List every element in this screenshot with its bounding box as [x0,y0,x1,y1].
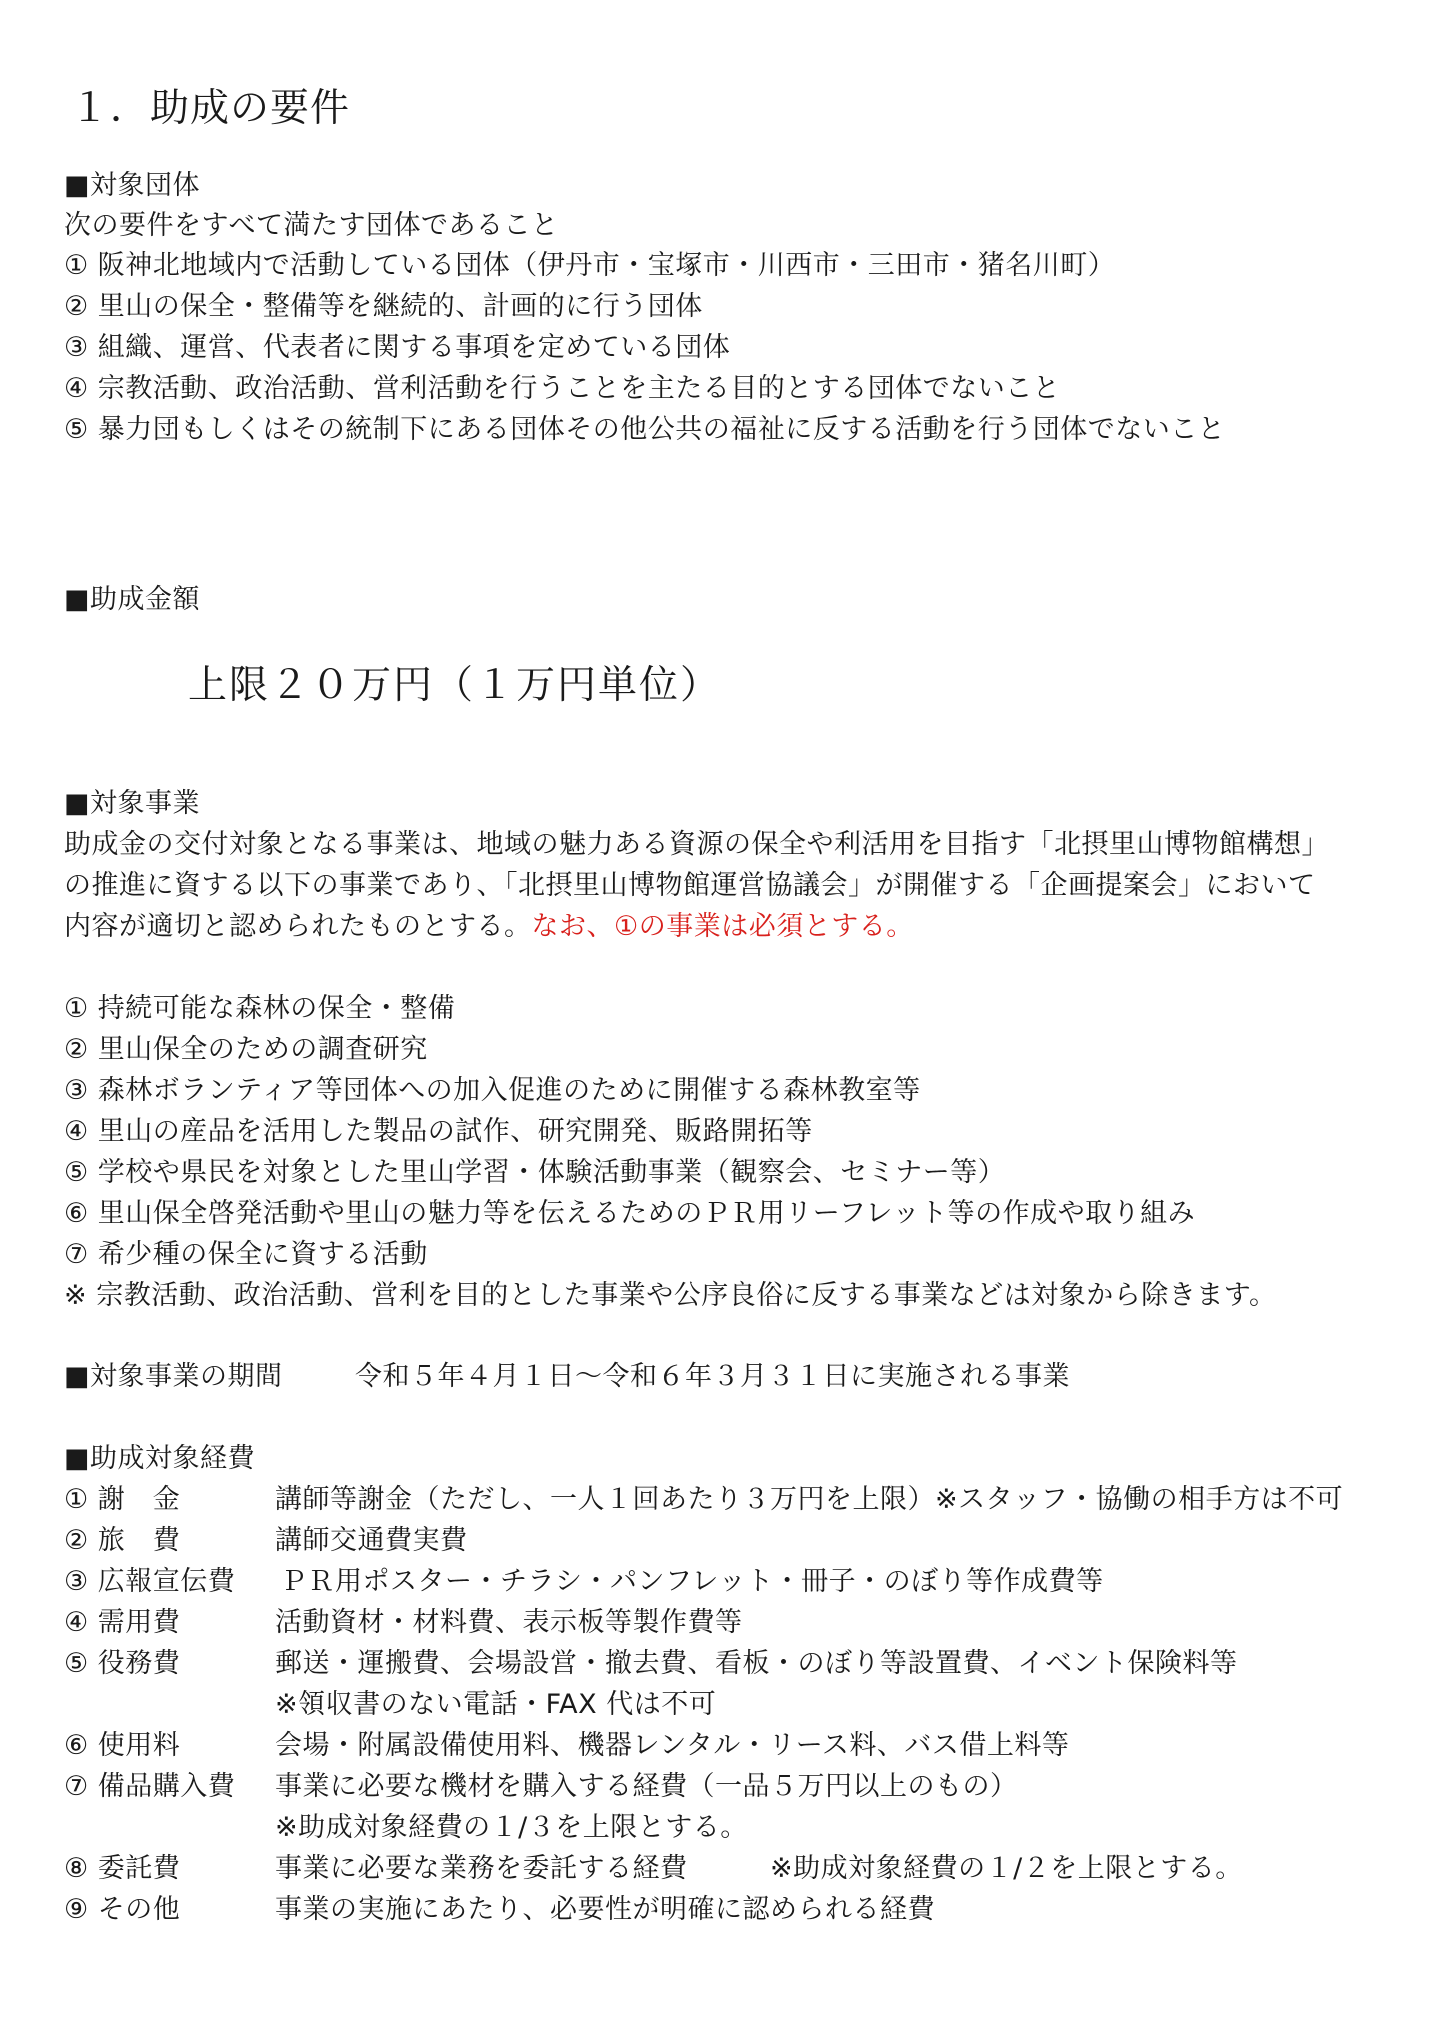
paragraph-text: 内容が適切と認められたものとする。 [64,911,532,942]
target-project-item: ⑤ 学校や県民を対象とした里山学習・体験活動事業（観察会、セミナー等） [64,1157,1006,1188]
target-group-item: ④ 宗教活動、政治活動、営利活動を行うことを主たる目的とする団体でないこと [64,373,1061,404]
target-group-item: ① 阪神北地域内で活動している団体（伊丹市・宝塚市・川西市・三田市・猪名川町） [64,250,1116,281]
target-projects-heading: ■対象事業 [64,788,201,819]
expense-label: ① 謝 金 [64,1484,181,1515]
target-groups-heading: ■対象団体 [64,170,201,201]
period-heading: ■対象事業の期間 [64,1361,283,1392]
target-groups-intro: 次の要件をすべて満たす団体であること [64,210,559,241]
expense-label: ⑥ 使用料 [64,1730,181,1761]
target-projects-paragraph-line: 助成金の交付対象となる事業は、地域の魅力ある資源の保全や利活用を目指す「北摂里山博物館構想」 [64,829,1329,860]
expense-desc: 郵送・運搬費、会場設営・撤去費、看板・のぼり等設置費、イベント保険料等 [275,1648,1238,1679]
target-project-item: ③ 森林ボランティア等団体への加入促進のために開催する森林教室等 [64,1075,921,1106]
expense-label: ⑨ その他 [64,1894,181,1925]
target-group-item: ③ 組織、運営、代表者に関する事項を定めている団体 [64,332,731,363]
target-group-item: ⑤ 暴力団もしくはその統制下にある団体その他公共の福祉に反する活動を行う団体でないこと [64,414,1226,445]
amount-heading: ■助成金額 [64,584,201,615]
expense-label: ⑦ 備品購入費 [64,1771,236,1802]
page-title: １．助成の要件 [70,86,351,131]
target-projects-paragraph-line [64,911,914,943]
expense-label: ④ 需用費 [64,1607,181,1638]
expense-label: ⑤ 役務費 [64,1648,181,1679]
period-value: 令和５年４月１日〜令和６年３月３１日に実施される事業 [355,1361,1070,1392]
expense-desc: 講師交通費実費 [275,1525,468,1556]
target-project-item: ④ 里山の産品を活用した製品の試作、研究開発、販路開拓等 [64,1116,813,1147]
expenses-heading: ■助成対象経費 [64,1443,256,1474]
expense-desc-note: ※助成対象経費の１/３を上限とする。 [275,1812,748,1843]
expense-desc: 事業に必要な機材を購入する経費（一品５万円以上のもの） [275,1771,1018,1802]
expense-desc-note: ※領収書のない電話・FAX 代は不可 [275,1689,717,1720]
target-project-item: ② 里山保全のための調査研究 [64,1034,428,1065]
expense-desc: ＰＲ用ポスター・チラシ・パンフレット・冊子・のぼり等作成費等 [280,1566,1104,1597]
expense-label: ③ 広報宣伝費 [64,1566,236,1597]
target-projects-paragraph-line: の推進に資する以下の事業であり、「北摂里山博物館運営協議会」が開催する「企画提案会」において [64,870,1316,901]
target-project-item: ⑥ 里山保全啓発活動や里山の魅力等を伝えるためのＰＲ用リーフレット等の作成や取り組み [64,1198,1196,1229]
amount-value: 上限２０万円（１万円単位） [188,663,722,708]
expense-desc: 講師等謝金（ただし、一人１回あたり３万円を上限）※スタッフ・協働の相手方は不可 [275,1484,1344,1515]
target-project-item: ⑦ 希少種の保全に資する活動 [64,1239,428,1270]
target-projects-exclusion-note: ※ 宗教活動、政治活動、営利を目的とした事業や公序良俗に反する事業などは対象から除きます。 [64,1280,1277,1311]
target-group-item: ② 里山の保全・整備等を継続的、計画的に行う団体 [64,291,703,322]
expense-desc: 活動資材・材料費、表示板等製作費等 [275,1607,743,1638]
required-note: なお、①の事業は必須とする。 [531,911,914,942]
expense-desc: 会場・附属設備使用料、機器レンタル・リース料、バス借上料等 [275,1730,1070,1761]
expense-label: ② 旅 費 [64,1525,181,1556]
expense-desc: 事業の実施にあたり、必要性が明確に認められる経費 [275,1894,935,1925]
expense-desc: 事業に必要な業務を委託する経費 [275,1853,688,1884]
expense-label: ⑧ 委託費 [64,1853,181,1884]
expense-desc-note: ※助成対象経費の１/２を上限とする。 [770,1853,1243,1884]
target-project-item: ① 持続可能な森林の保全・整備 [64,993,456,1024]
